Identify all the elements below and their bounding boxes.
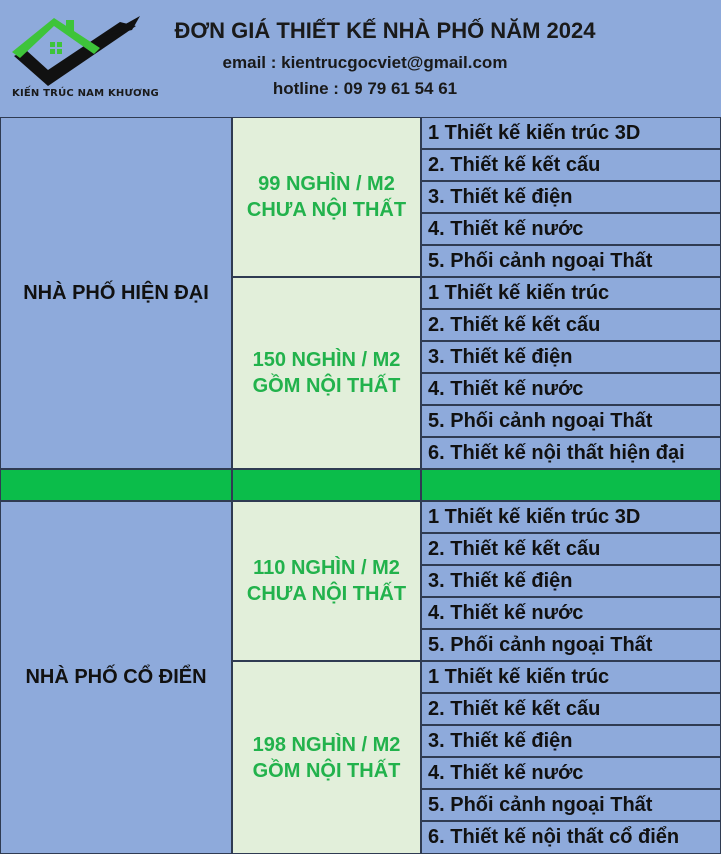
separator-row xyxy=(421,469,721,501)
company-logo xyxy=(8,8,159,103)
hotline-text: hotline : 09 79 61 54 61 xyxy=(272,79,458,98)
separator-row xyxy=(232,469,421,501)
price-note: GỒM NỘI THẤT xyxy=(252,759,401,782)
list-item: 3. Thiết kế điện xyxy=(421,341,721,373)
list-item: 1 Thiết kế kiến trúc xyxy=(421,277,721,309)
separator-row xyxy=(0,469,232,501)
header xyxy=(0,0,721,118)
list-item: 3. Thiết kế điện xyxy=(421,181,721,213)
price-package-modern-basic xyxy=(232,117,421,277)
logo-text: KIẾN TRÚC NAM KHƯƠNG xyxy=(12,88,159,99)
price-line: 110 NGHÌN / M2 xyxy=(253,557,400,579)
price-package-modern-full xyxy=(232,277,421,469)
price-line: 150 NGHÌN / M2 xyxy=(252,349,401,371)
price-line: 198 NGHÌN / M2 xyxy=(252,733,401,756)
list-item: 2. Thiết kế kết cấu xyxy=(421,533,721,565)
list-item: 2. Thiết kế kết cấu xyxy=(421,149,721,181)
list-item: 3. Thiết kế điện xyxy=(421,565,721,597)
category-modern: NHÀ PHỐ HIỆN ĐẠI xyxy=(0,117,232,469)
price-package-classic-basic xyxy=(232,501,421,661)
list-item: 5. Phối cảnh ngoại Thất xyxy=(421,789,721,821)
list-item: 5. Phối cảnh ngoại Thất xyxy=(421,245,721,277)
list-item: 2. Thiết kế kết cấu xyxy=(421,309,721,341)
price-line: 99 NGHÌN / M2 xyxy=(258,173,395,195)
list-item: 2. Thiết kế kết cấu xyxy=(421,693,721,725)
list-item: 1 Thiết kế kiến trúc xyxy=(421,661,721,693)
price-package-classic-full xyxy=(232,661,421,854)
page-title: ĐƠN GIÁ THIẾT KẾ NHÀ PHỐ NĂM 2024 xyxy=(174,18,596,43)
list-item: 6. Thiết kế nội thất hiện đại xyxy=(421,437,721,469)
list-item: 1 Thiết kế kiến trúc 3D xyxy=(421,117,721,149)
list-item: 6. Thiết kế nội thất cổ điển xyxy=(421,821,721,854)
list-item: 4. Thiết kế nước xyxy=(421,373,721,405)
house-check-logo-icon xyxy=(8,8,148,90)
price-note: GỒM NỘI THẤT xyxy=(252,375,401,397)
list-item: 5. Phối cảnh ngoại Thất xyxy=(421,405,721,437)
list-item: 4. Thiết kế nước xyxy=(421,597,721,629)
list-item: 4. Thiết kế nước xyxy=(421,213,721,245)
list-item: 1 Thiết kế kiến trúc 3D xyxy=(421,501,721,533)
email-text: email : kientrucgocviet@gmail.com xyxy=(222,53,508,72)
category-classic: NHÀ PHỐ CỔ ĐIỂN xyxy=(0,501,232,854)
price-note: CHƯA NỘI THẤT xyxy=(246,583,407,605)
list-item: 5. Phối cảnh ngoại Thất xyxy=(421,629,721,661)
price-note: CHƯA NỘI THẤT xyxy=(246,199,407,221)
list-item: 4. Thiết kế nước xyxy=(421,757,721,789)
list-item: 3. Thiết kế điện xyxy=(421,725,721,757)
